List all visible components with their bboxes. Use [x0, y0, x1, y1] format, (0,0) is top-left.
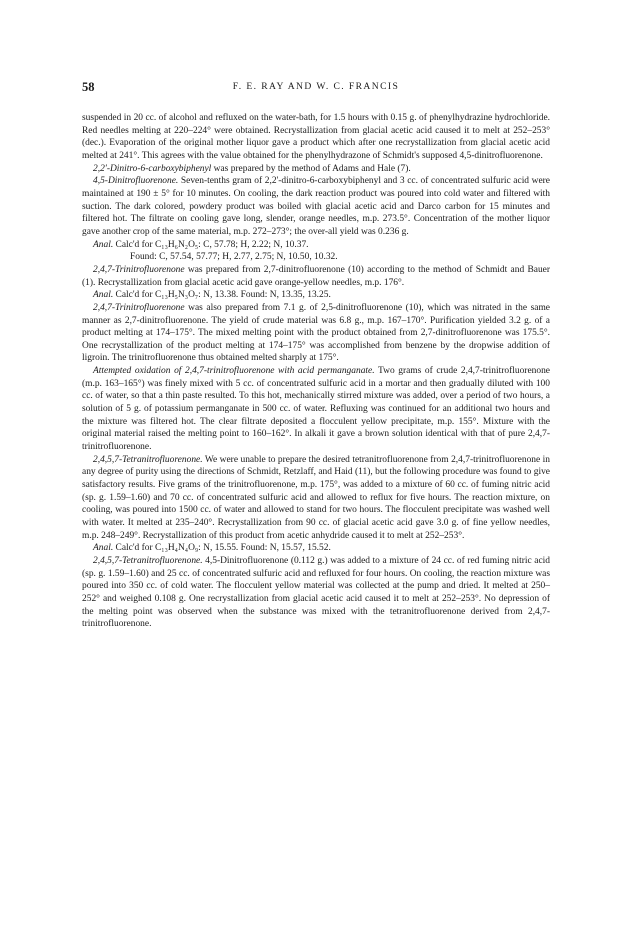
compound-heading: 2,2'-Dinitro-6-carboxybiphenyl — [93, 163, 212, 174]
analysis-label: Anal. — [93, 543, 114, 554]
analysis-text: Calc'd for C₁₃H₆N₂O₅: C, 57.78; H, 2.22; N, 10.37. — [113, 239, 309, 250]
article-body — [82, 112, 550, 631]
paragraph-dinitrocarboxybiphenyl — [82, 163, 550, 176]
paragraph-text: Two grams of crude 2,4,7-trinitrofluorenone (m.p. 163–165°) was finely mixed with 5 cc. of concentrated sulfuric acid in a mortar and then gradually diluted with 100 cc. of water, so that a thin paste resulted. To this hot, mechanically stirred mixture was added, over a period of two hours, a solution of 5 g. of potassium permanganate in 500 cc. of water. Refluxing was continued for an additional two hours and the mixture was filtered hot. The clear filtrate deposited a flocculent yellow precipitate, m.p. 155°. Mixture with the original material raised the melting point to 160–162°. In alkali it gave a brown solution identical with that of pure 2,4,7-trinitrofluorenone. — [82, 366, 550, 453]
analysis-text: Calc'd for C₁₃H₄N₄O₉: N, 15.55. Found: N, 15.57, 15.52. — [113, 543, 331, 554]
paragraph-text: was also prepared from 7.1 g. of 2,5-dinitrofluorenone (10), which was nitrated in the same manner as 2,7-dinitrofluorenone. The yield of crude material was 6.8 g., m.p. 167–170°. Purification yielded 3.2 g. of a product melting at 174–175°. The mixed melting point with the product obtained from 2,7-dinitrofluorenone was 175.5°. One recrystallization of the product melting at 174–175° was accomplished from benzene by the dropwise addition of ligroin. The trinitrofluorenone thus obtained melted sharply at 175°. — [82, 302, 550, 364]
analysis-tetranitrofluorenone — [82, 542, 550, 555]
paragraph-trinitrofluorenone-b — [82, 302, 550, 365]
section-heading: Attempted oxidation of 2,4,7-trinitrofluorenone with acid permanganate. — [93, 366, 375, 377]
paragraph-text: 4,5-Dinitrofluorenone (0.112 g.) was added to a mixture of 24 cc. of red fuming nitric acid (sp. g. 1.59–1.60) and 25 cc. of concentrated sulfuric acid and refluxed for four hours. On cooling, the reaction mixture was poured into 350 cc. of cold water. The flocculent yellow material was collected at the pump and dried. It melted at 250–252° and weighed 0.108 g. One recrystallization from glacial acetic acid caused it to melt at 252–253°. No depression of the melting point was observed when the substance was mixed with the tetranitrofluorenone derived from 2,4,7-trinitrofluorenone. — [82, 555, 550, 630]
analysis-calculated — [82, 239, 550, 252]
running-head: F. E. RAY AND W. C. FRANCIS — [232, 81, 400, 92]
paragraph-trinitrofluorenone-a — [82, 264, 550, 289]
analysis-trinitrofluorenone — [82, 289, 550, 302]
paragraph-text: suspended in 20 cc. of alcohol and refluxed on the water-bath, for 1.5 hours with 0.15 g. of phenylhydrazine hydrochloride. Red needles melting at 220–224° were obtained. Recrystallization from glacial acetic acid caused it to melt at 252–253° (dec.). Evaporation of the original mother liquor gave a product which after one recrystallization from glacial acetic acid melted at 241°. This agrees with the value obtained for the phenylhydrazone of Schmidt's supposed 4,5-dinitrofluorenone. — [82, 113, 550, 161]
analysis-label: Anal. — [93, 239, 114, 250]
paragraph-text: Seven-tenths gram of 2,2'-dinitro-6-carboxybiphenyl and 3 cc. of concentrated sulfuric acid were maintained at 190 ± 5° for 10 minutes. On cooling, the dark reaction product was poured into cold water and filtered with suction. The dark colored, powdery product was boiled with glacial acetic acid and Darco carbon for 15 minutes and filtered hot. The filtrate on cooling gave long, slender, orange needles, m.p. 273.5°. Concentration of the mother liquor gave another crop of the same material, m.p. 272–273°; the over-all yield was 0.236 g. — [82, 176, 550, 237]
paragraph-tetranitrofluorenone-b — [82, 555, 550, 631]
paragraph-continuation — [82, 112, 550, 163]
paragraph-dinitrofluorenone — [82, 175, 550, 238]
analysis-text: Calc'd for C₁₃H₅N₃O₇: N, 13.38. Found: N, 13.35, 13.25. — [113, 290, 331, 301]
analysis-found — [82, 251, 550, 264]
compound-heading: 2,4,7-Trinitrofluorenone — [93, 302, 185, 313]
paragraph-text: was prepared from 2,7-dinitrofluorenone (10) according to the method of Schmidt and Bauer (1). Recrystallization from glacial acetic acid gave orange-yellow needles, m.p. 176°. — [82, 264, 550, 288]
compound-heading: 2,4,5,7-Tetranitrofluorenone. — [93, 555, 203, 566]
compound-heading: 2,4,5,7-Tetranitrofluorenone. — [93, 454, 203, 465]
compound-heading: 2,4,7-Trinitrofluorenone — [93, 264, 185, 275]
paragraph-text: We were unable to prepare the desired tetranitrofluorenone from 2,4,7-trinitrofluorenone in any degree of purity using the directions of Schmidt, Retzlaff, and Haid (11), but the following procedure was found to give satisfactory results. Five grams of the trinitrofluorenone, m.p. 175°, was added to a mixture of 60 cc. of fuming nitric acid (sp. g. 1.59–1.60) and 70 cc. of concentrated sulfuric acid and allowed to reflux for five hours. The reaction mixture, on cooling, was poured into 1500 cc. of water and allowed to stand for two hours. The flocculent precipitate was washed well with water. It melted at 235–240°. Recrystallization from 90 cc. of glacial acetic acid gave 3.0 g. of fine yellow needles, m.p. 248–249°. Recrystallization of this product from acetic anhydride caused it to melt at 252–253°. — [82, 454, 550, 541]
analysis-text: Found: C, 57.54, 57.77; H, 2.77, 2.75; N, 10.50, 10.32. — [130, 252, 338, 263]
page-header — [82, 80, 550, 94]
compound-heading: 4,5-Dinitrofluorenone. — [93, 176, 179, 187]
page-number: 58 — [82, 80, 95, 94]
paragraph-text: was prepared by the method of Adams and Hale (7). — [211, 163, 411, 174]
paragraph-attempted-oxidation — [82, 365, 550, 454]
analysis-label: Anal. — [93, 290, 114, 301]
paragraph-tetranitrofluorenone-a — [82, 454, 550, 543]
